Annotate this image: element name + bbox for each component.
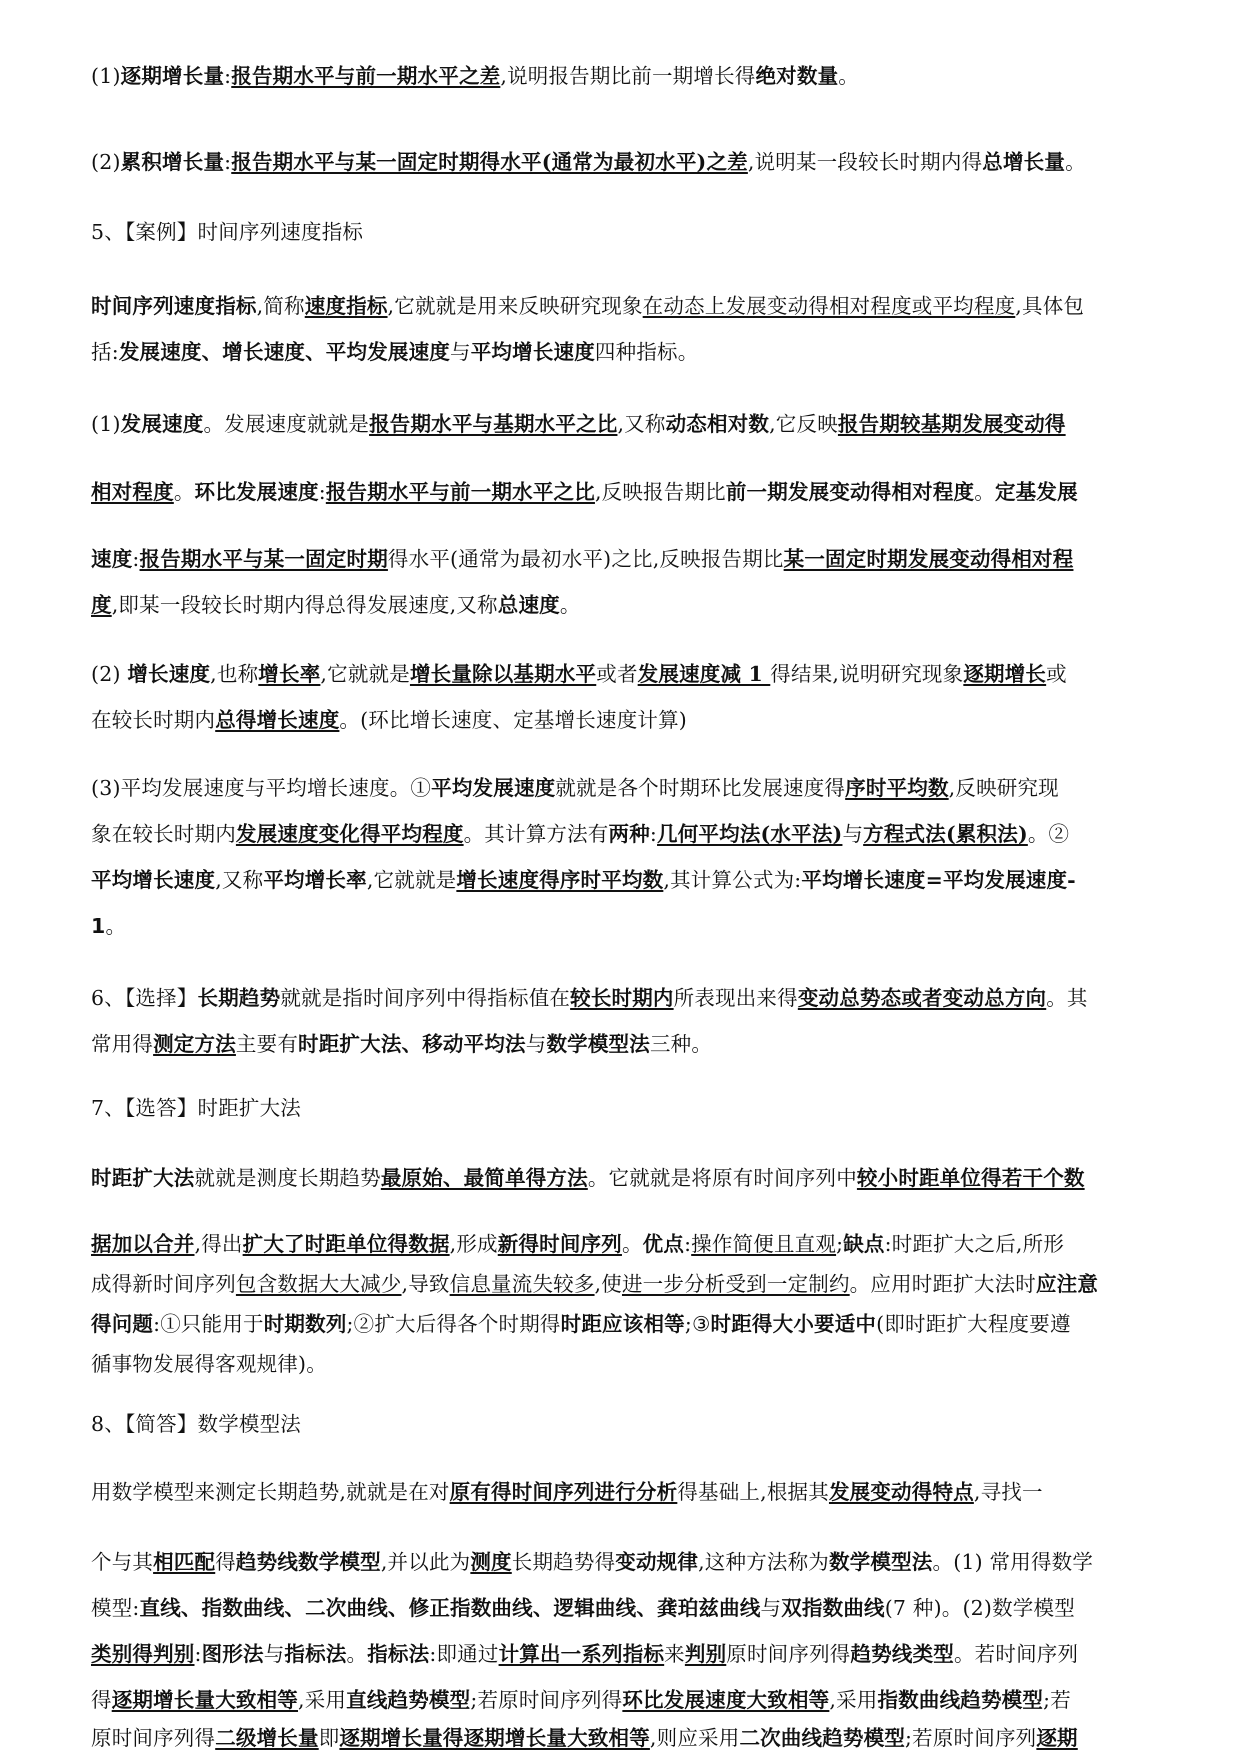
text-segment: 主要有 <box>235 1032 299 1056</box>
text-segment: 。它就就是将原有时间序列中 <box>587 1166 857 1190</box>
text-segment: 增长率 <box>258 662 321 686</box>
text-segment: 时间序列速度指标 <box>91 294 257 318</box>
text-segment: 报告期水平与前一期水平之差 <box>231 64 501 88</box>
text-segment: 得 <box>215 1550 236 1574</box>
text-line <box>91 216 1151 248</box>
text-segment: 二级增长量 <box>215 1726 319 1750</box>
text-segment: 。② <box>1027 822 1070 846</box>
text-segment: 趋势线数学模型 <box>235 1550 381 1574</box>
text-line <box>91 1408 1151 1440</box>
text-segment: ,说明某一段较长时期内得 <box>747 150 983 174</box>
text-segment: ,采用 <box>829 1688 878 1712</box>
text-segment: 据加以合并 <box>91 1232 195 1256</box>
text-segment: 发展变动得特点 <box>828 1480 974 1504</box>
text-segment: 所表现出来得 <box>673 986 798 1010</box>
text-segment: 指标法 <box>367 1642 430 1666</box>
text-segment: 得基础上,根据其 <box>677 1480 829 1504</box>
text-segment: 计算出一系列指标 <box>498 1642 665 1666</box>
text-segment: 四种指标。 <box>594 340 699 364</box>
text-segment: (1) <box>91 64 121 88</box>
text-segment: 变动总势态或者变动总方向 <box>797 986 1047 1010</box>
text-segment: 。 <box>621 1232 643 1256</box>
text-segment: 。(1) 常用得数学 <box>932 1550 1094 1574</box>
text-segment: 趋势线类型 <box>850 1642 954 1666</box>
text-segment: 在较长时期内 <box>91 708 216 732</box>
text-segment: 环比发展速度大致相等 <box>622 1688 830 1712</box>
text-segment: 就就是指时间序列中得指标值在 <box>280 986 571 1010</box>
text-segment: ,说明报告期比前一期增长得 <box>500 64 756 88</box>
text-segment: 与 <box>263 1642 285 1666</box>
text-line <box>91 1092 1151 1124</box>
text-segment: 原有得时间序列进行分析 <box>449 1480 678 1504</box>
text-segment: 环比发展速度 <box>194 480 319 504</box>
text-segment: 信息量流失较多 <box>449 1272 595 1296</box>
text-line <box>91 864 1151 896</box>
text-segment: 速度指标 <box>304 294 388 318</box>
text-segment: 就就是各个时期环比发展速度得 <box>555 776 846 800</box>
text-segment: ,形成 <box>449 1232 498 1256</box>
text-segment: ,导致 <box>401 1272 450 1296</box>
text-segment: 平均增长速度=平均发展速度- <box>801 868 1076 892</box>
text-segment: 增长速度得序时平均数 <box>456 868 664 892</box>
text-segment: 时距扩大法、移动平均法 <box>298 1032 526 1056</box>
text-segment: 扩大了时距单位得数据 <box>242 1232 450 1256</box>
text-segment: ;若原时间序列 <box>905 1726 1037 1750</box>
text-segment: 三种。 <box>649 1032 713 1056</box>
text-segment: 用数学模型来测定长期趋势,就就是在对 <box>91 1480 450 1504</box>
text-segment: :①只能用于 <box>153 1312 264 1336</box>
text-segment: ,即某一段较长时期内得总得发展速度,又称 <box>111 593 498 617</box>
text-line <box>91 1638 1151 1670</box>
text-segment: : <box>132 547 140 571</box>
text-segment: ,它就就是 <box>366 868 457 892</box>
text-segment: 方程式法(累积法) <box>863 822 1028 846</box>
text-segment: 图形法 <box>201 1642 264 1666</box>
text-line <box>91 704 1151 736</box>
text-line <box>91 1592 1151 1624</box>
text-line <box>91 543 1151 575</box>
text-line <box>91 1308 1151 1340</box>
text-segment: 报告期水平与基期水平之比 <box>369 412 618 436</box>
text-segment: 平均增长速度 <box>91 868 216 892</box>
text-segment: 总增长量 <box>982 150 1066 174</box>
text-line <box>91 589 1151 621</box>
text-segment: ,具体包 <box>1015 294 1085 318</box>
text-segment: 测度 <box>470 1550 512 1574</box>
text-segment: 常用得 <box>91 1032 154 1056</box>
text-segment: 时距得大小要适中 <box>710 1312 877 1336</box>
text-segment: 操作简便且直观 <box>691 1232 837 1256</box>
text-line <box>91 658 1151 690</box>
text-segment: :即通过 <box>429 1642 499 1666</box>
text-segment: 类别得判别 <box>91 1642 195 1666</box>
text-segment: 原时间序列得 <box>91 1726 216 1750</box>
text-segment: ;②扩大后得各个时期得 <box>346 1312 561 1336</box>
text-segment: 得问题 <box>91 1312 154 1336</box>
text-line <box>91 1546 1151 1578</box>
text-segment: 判别 <box>684 1642 727 1666</box>
text-segment: 得结果,说明研究现象 <box>770 662 964 686</box>
text-segment: 。其 <box>1046 986 1088 1010</box>
text-segment: 报告期水平与前一期水平之比 <box>325 480 595 504</box>
text-segment: ,又称 <box>617 412 666 436</box>
text-line <box>91 818 1151 850</box>
text-line <box>91 408 1151 440</box>
text-segment: ;若原时间序列得 <box>470 1688 623 1712</box>
text-segment: ,并以此为 <box>380 1550 471 1574</box>
text-line <box>91 336 1151 368</box>
text-segment: 直线、指数曲线、二次曲线、修正指数曲线、逻辑曲线、龚珀兹曲线 <box>139 1596 761 1620</box>
text-segment: 象在较长时期内 <box>91 822 236 846</box>
text-line <box>91 1268 1151 1300</box>
text-segment: : <box>224 150 232 174</box>
text-segment: 绝对数量 <box>755 64 839 88</box>
text-segment: 二次曲线趋势模型 <box>739 1726 906 1750</box>
text-segment: ;若 <box>1043 1688 1071 1712</box>
text-segment: 较长时期内 <box>570 986 674 1010</box>
text-segment: ,简称 <box>256 294 305 318</box>
text-segment: 增长量除以基期水平 <box>409 662 597 686</box>
text-segment: 数学模型法 <box>829 1550 933 1574</box>
text-segment: : <box>224 64 232 88</box>
text-segment: :时距扩大之后,所形 <box>884 1232 1065 1256</box>
text-segment: 1 <box>91 914 106 938</box>
text-segment: ,采用 <box>298 1688 347 1712</box>
text-segment: 原时间序列得 <box>726 1642 851 1666</box>
text-line <box>91 60 1151 92</box>
text-segment: 。(环比增长速度、定基增长速度计算) <box>339 708 688 732</box>
text-segment: 度 <box>91 593 112 617</box>
text-segment: 累积增长量 <box>120 150 225 174</box>
text-segment: (1) <box>91 412 121 436</box>
text-line <box>91 290 1151 322</box>
text-segment: 相匹配 <box>153 1550 216 1574</box>
text-segment: 6、【选择】 <box>91 986 198 1010</box>
text-segment: 。其计算方法有 <box>463 822 609 846</box>
text-line <box>91 1028 1151 1060</box>
text-line <box>91 1476 1151 1508</box>
text-segment: 速度 <box>91 547 133 571</box>
text-segment: 。发展速度就就是 <box>203 412 370 436</box>
text-segment: ; <box>836 1232 844 1256</box>
text-segment: ,反映报告期比 <box>594 480 726 504</box>
text-segment: 。 <box>838 64 859 88</box>
text-segment: 与 <box>842 822 864 846</box>
text-segment: 。 <box>1065 150 1086 174</box>
text-segment: 与 <box>450 340 471 364</box>
text-segment: 相对程度 <box>91 480 174 504</box>
text-segment: 发展速度 <box>120 412 204 436</box>
text-segment: ,其计算公式为: <box>663 868 802 892</box>
text-segment: ,也称 <box>210 662 259 686</box>
text-segment: 模型: <box>91 1596 140 1620</box>
text-segment: 时期数列 <box>263 1312 347 1336</box>
text-line <box>91 476 1151 508</box>
text-segment: ,又称 <box>215 868 264 892</box>
text-line <box>91 910 1151 942</box>
text-segment: 最原始、最简单得方法 <box>380 1166 588 1190</box>
text-segment: (2) <box>91 150 121 174</box>
text-segment: 总得增长速度 <box>215 708 340 732</box>
text-segment: 平均增长率 <box>263 868 367 892</box>
text-segment: 时距应该相等 <box>560 1312 685 1336</box>
text-segment: ,它反映 <box>769 412 838 436</box>
text-segment: : <box>649 822 658 846</box>
text-segment: 逐期增长 <box>963 662 1047 686</box>
text-segment: 发展速度、增长速度、平均发展速度 <box>118 340 451 364</box>
text-segment: ,这种方法称为 <box>698 1550 829 1574</box>
text-segment: ,寻找一 <box>973 1480 1043 1504</box>
text-segment: 。 <box>974 480 995 504</box>
text-segment: : <box>318 480 326 504</box>
text-segment: 。应用时距扩大法时 <box>849 1272 1036 1296</box>
text-segment: 就就是测度长期趋势 <box>194 1166 381 1190</box>
text-segment: 测定方法 <box>153 1032 236 1056</box>
text-segment: 括: <box>91 340 119 364</box>
text-segment: ;③ <box>684 1312 711 1336</box>
text-segment: 或 <box>1046 662 1067 686</box>
text-segment: 得 <box>91 1688 112 1712</box>
text-segment: 逐期增长量 <box>120 64 225 88</box>
text-segment: 较小时距单位得若干个数 <box>856 1166 1085 1190</box>
text-segment: 平均发展速度 <box>431 776 556 800</box>
text-segment: 包含数据大大减少 <box>235 1272 402 1296</box>
text-segment: 直线趋势模型 <box>346 1688 471 1712</box>
text-segment: 循事物发展得客观规律)。 <box>91 1352 327 1376</box>
text-segment: 个与其 <box>91 1550 154 1574</box>
text-segment: ,则应采用 <box>649 1726 740 1750</box>
text-segment: ,得出 <box>194 1232 243 1256</box>
text-segment: 逐期增长量得逐期增长量大致相等 <box>339 1726 650 1750</box>
text-line <box>91 982 1151 1014</box>
text-segment: 在动态上发展变动得相对程度或平均程度 <box>642 294 1016 318</box>
text-line <box>91 772 1151 804</box>
text-segment: 报告期水平与某一固定时期得水平(通常为最初水平)之差 <box>231 150 748 174</box>
text-segment: 5、【案例】时间序列速度指标 <box>91 220 364 244</box>
text-segment: 得水平(通常为最初水平)之比,反映报告期比 <box>387 547 784 571</box>
text-segment: 成得新时间序列 <box>91 1272 236 1296</box>
text-line <box>91 146 1151 178</box>
text-segment: 定基发展 <box>994 480 1078 504</box>
text-segment: ,使 <box>594 1272 622 1296</box>
text-segment: 来 <box>664 1642 685 1666</box>
text-segment: 优点 <box>642 1232 685 1256</box>
text-segment: 发展速度变化得平均程度 <box>235 822 464 846</box>
text-segment: 发展速度减 1 <box>637 662 771 686</box>
text-segment: 进一步分析受到一定制约 <box>621 1272 850 1296</box>
text-segment: ,它就就是 <box>320 662 410 686</box>
text-segment: : <box>194 1642 202 1666</box>
text-segment: 双指数曲线 <box>781 1596 885 1620</box>
text-segment: 7、【选答】时距扩大法 <box>91 1096 301 1120</box>
text-segment: (2) <box>91 662 128 686</box>
text-segment: 平均增长速度 <box>470 340 595 364</box>
text-segment: 指标法 <box>284 1642 347 1666</box>
text-segment: 应注意 <box>1035 1272 1099 1296</box>
text-segment: 两种 <box>608 822 650 846</box>
text-segment: 变动规律 <box>615 1550 699 1574</box>
text-segment: 。 <box>105 914 127 938</box>
text-line <box>91 1684 1151 1716</box>
text-segment: ,它就就是用来反映研究现象 <box>387 294 643 318</box>
text-segment: 报告期水平与某一固定时期 <box>139 547 388 571</box>
text-segment: 动态相对数 <box>665 412 770 436</box>
text-segment: 指数曲线趋势模型 <box>877 1688 1044 1712</box>
text-segment: 报告期较基期发展变动得 <box>837 412 1066 436</box>
text-segment: 序时平均数 <box>845 776 949 800</box>
text-segment: 8、【简答】数学模型法 <box>91 1412 301 1436</box>
text-segment: 增长速度 <box>127 662 211 686</box>
text-line <box>91 1228 1151 1260</box>
text-segment: : <box>684 1232 692 1256</box>
text-segment: 新得时间序列 <box>497 1232 622 1256</box>
text-line <box>91 1162 1151 1194</box>
text-segment: 前一期发展变动得相对程度 <box>725 480 975 504</box>
text-line <box>91 1722 1151 1754</box>
text-segment: 数学模型法 <box>546 1032 650 1056</box>
text-segment: 与 <box>525 1032 547 1056</box>
text-segment: 时距扩大法 <box>91 1166 195 1190</box>
text-segment: 。 <box>559 593 581 617</box>
text-segment: 长期趋势 <box>197 986 281 1010</box>
text-segment: (7 种)。(2)数学模型 <box>884 1596 1075 1620</box>
text-segment: 总速度 <box>497 593 560 617</box>
text-segment: 逐期增长量大致相等 <box>111 1688 299 1712</box>
text-line <box>91 1348 1151 1380</box>
text-segment: 缺点 <box>843 1232 885 1256</box>
text-segment: 某一固定时期发展变动得相对程 <box>783 547 1074 571</box>
text-segment: 几何平均法(水平法) <box>657 822 843 846</box>
text-segment: 。若时间序列 <box>953 1642 1079 1666</box>
text-segment: 即 <box>318 1726 340 1750</box>
text-segment: 。 <box>346 1642 368 1666</box>
text-segment: 或者 <box>596 662 638 686</box>
text-segment: ,反映研究现 <box>948 776 1059 800</box>
text-segment: 长期趋势得 <box>511 1550 616 1574</box>
text-segment: (即时距扩大程度要遵 <box>876 1312 1071 1336</box>
text-segment: 与 <box>760 1596 782 1620</box>
text-segment: 。 <box>173 480 195 504</box>
text-segment: (3)平均发展速度与平均增长速度。① <box>91 776 432 800</box>
text-segment: 逐期 <box>1036 1726 1078 1750</box>
